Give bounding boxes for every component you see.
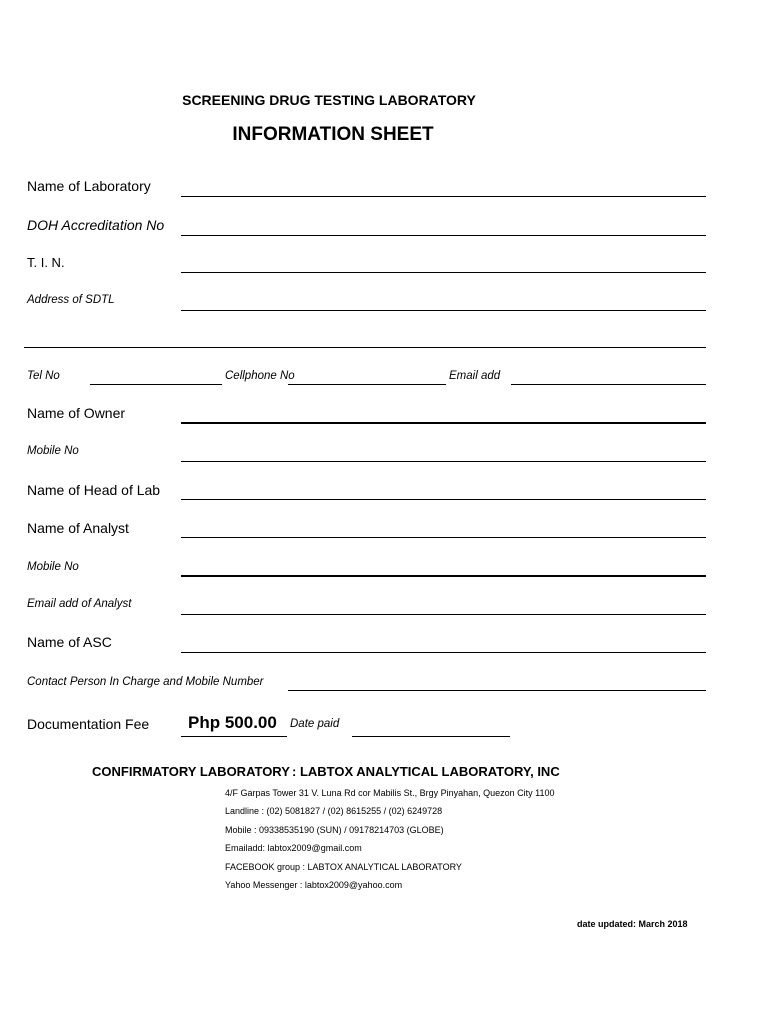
lab-facebook: FACEBOOK group : LABTOX ANALYTICAL LABORATORY: [225, 862, 462, 872]
name-of-owner-line[interactable]: [181, 422, 706, 424]
doh-accreditation-label: DOH Accreditation No: [27, 217, 165, 233]
name-of-asc-label: Name of ASC: [27, 634, 112, 650]
name-of-analyst-label: Name of Analyst: [27, 520, 129, 536]
contact-person-line[interactable]: [288, 690, 706, 691]
tel-no-line[interactable]: [90, 384, 222, 385]
cellphone-no-label: Cellphone No: [225, 370, 295, 382]
doh-accreditation-line[interactable]: [181, 235, 706, 236]
tel-no-label: Tel No: [27, 370, 60, 382]
name-of-head-label: Name of Head of Lab: [27, 482, 161, 498]
name-of-laboratory-label: Name of Laboratory: [27, 178, 151, 194]
mobile-no-owner-line[interactable]: [181, 461, 706, 462]
name-of-laboratory-line[interactable]: [181, 196, 706, 197]
tin-line[interactable]: [181, 272, 706, 273]
lab-mobile: Mobile : 09338535190 (SUN) / 09178214703 (GLOBE): [225, 825, 444, 835]
lab-email: Emailadd: labtox2009@gmail.com: [225, 843, 362, 853]
documentation-fee-label: Documentation Fee: [27, 716, 150, 732]
name-of-analyst-line[interactable]: [181, 537, 706, 538]
fee-amount: Php 500.00: [188, 713, 277, 732]
name-of-head-line[interactable]: [181, 499, 706, 500]
form-title: INFORMATION SHEET: [232, 124, 434, 145]
form-subtitle: SCREENING DRUG TESTING LABORATORY: [182, 92, 476, 108]
lab-yahoo: Yahoo Messenger : labtox2009@yahoo.com: [225, 880, 403, 890]
tin-label: T. I. N.: [27, 255, 65, 270]
cellphone-no-line[interactable]: [288, 384, 446, 385]
fee-amount-line: [181, 736, 287, 737]
date-updated: date updated: March 2018: [577, 919, 688, 929]
contact-person-label: Contact Person In Charge and Mobile Number: [27, 676, 264, 688]
mobile-no-owner-label: Mobile No: [27, 445, 79, 457]
address-line-2[interactable]: [24, 347, 706, 348]
lab-landline: Landline : (02) 5081827 / (02) 8615255 / (02) 6249728: [225, 806, 443, 816]
mobile-no-analyst-label: Mobile No: [27, 561, 79, 573]
date-paid-label: Date paid: [290, 718, 340, 730]
email-add-label: Email add: [449, 370, 501, 382]
address-label: Address of SDTL: [27, 294, 115, 306]
name-of-asc-line[interactable]: [181, 652, 706, 653]
lab-address: 4/F Garpas Tower 31 V. Luna Rd cor Mabilis St., Brgy Pinyahan, Quezon City 1100: [225, 788, 555, 798]
confirmatory-label: CONFIRMATORY LABORATORY: [92, 764, 290, 779]
address-line[interactable]: [181, 310, 706, 311]
email-add-line[interactable]: [511, 384, 706, 385]
date-paid-line[interactable]: [352, 736, 510, 737]
email-analyst-line[interactable]: [181, 614, 706, 615]
email-analyst-label: Email add of Analyst: [27, 598, 132, 610]
confirmatory-value: : LABTOX ANALYTICAL LABORATORY, INC: [292, 764, 560, 779]
mobile-no-analyst-line[interactable]: [181, 575, 706, 577]
name-of-owner-label: Name of Owner: [27, 405, 126, 421]
